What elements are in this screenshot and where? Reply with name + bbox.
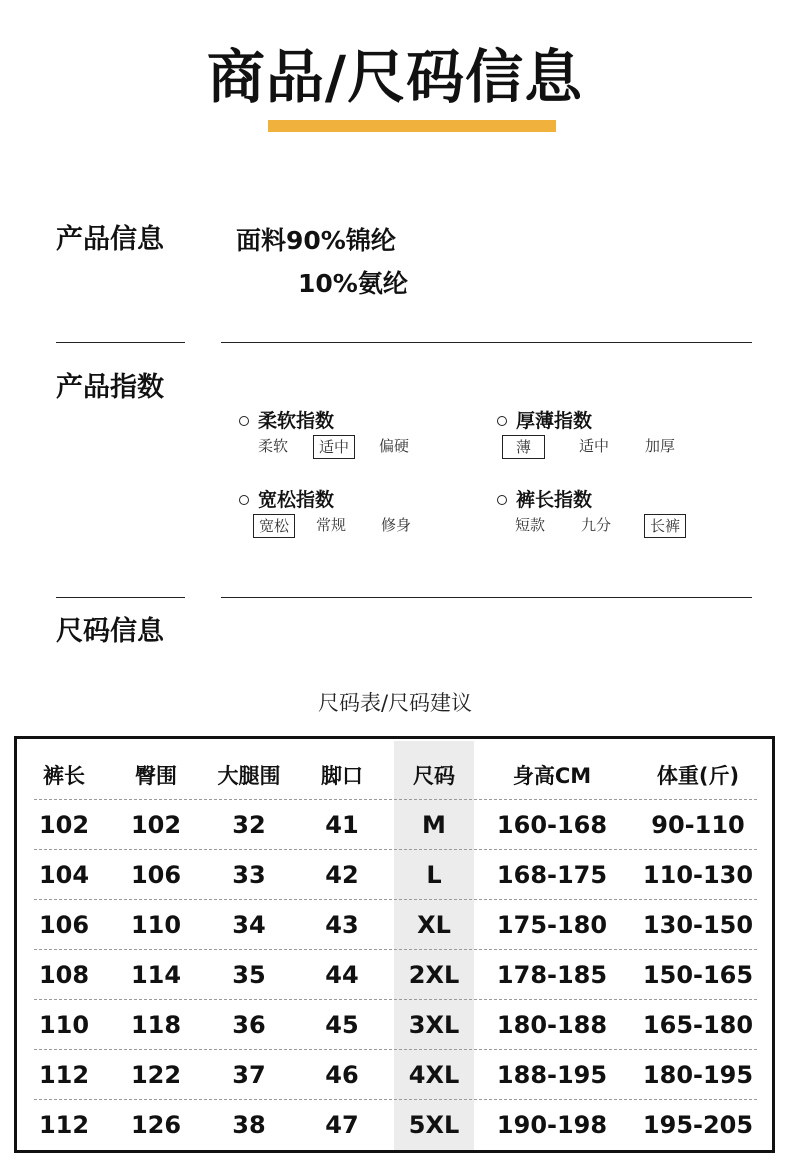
index-option-selected: 适中 [313,435,355,459]
table-header-cell: 体重(斤) [656,764,740,788]
index-title: 宽松指数 [258,489,335,511]
row-separator [34,999,757,1000]
index-option: 适中 [579,437,610,455]
fabric-line-2: 10%氨纶 [298,269,408,298]
circle-bullet-icon [239,495,249,505]
table-cell: 90-110 [651,811,745,839]
index-option: 修身 [381,516,412,534]
index-option: 柔软 [258,437,289,455]
row-separator [34,1099,757,1100]
table-header-cell: 尺码 [413,764,455,788]
table-cell: 104 [38,861,90,889]
table-cell: 168-175 [496,861,608,889]
table-header-cell: 身高CM [512,764,592,788]
index-group-thickness [497,408,747,478]
table-cell: 130-150 [642,911,754,939]
table-cell: 102 [38,811,90,839]
table-cell: 5XL [408,1111,460,1139]
table-cell: 180-188 [496,1011,608,1039]
circle-bullet-icon [239,416,249,426]
title-underline [268,120,556,132]
table-header-cell: 脚口 [321,764,363,788]
index-option-selected: 长裤 [644,514,686,538]
table-cell: 118 [130,1011,182,1039]
index-title: 厚薄指数 [516,410,593,432]
row-separator [34,949,757,950]
index-group-softness [239,408,489,478]
circle-bullet-icon [497,495,507,505]
table-cell: 102 [130,811,182,839]
table-cell: 112 [38,1061,90,1089]
table-cell: 3XL [408,1011,460,1039]
table-cell: 41 [325,811,359,839]
index-option-selected: 薄 [502,435,545,459]
table-cell: 160-168 [496,811,608,839]
product-index-label: 产品指数 [56,372,164,403]
table-cell: 126 [130,1111,182,1139]
table-cell: 188-195 [496,1061,608,1089]
index-option: 加厚 [645,437,676,455]
table-cell: 195-205 [642,1111,754,1139]
product-info-label: 产品信息 [56,224,164,255]
index-option: 九分 [581,516,612,534]
table-cell: 122 [130,1061,182,1089]
table-cell: 35 [232,961,266,989]
table-cell: 46 [325,1061,359,1089]
table-header-cell: 裤长 [43,764,85,788]
size-table-caption: 尺码表/尺码建议 [317,691,473,715]
table-cell: 42 [325,861,359,889]
table-cell: 44 [325,961,359,989]
table-header-cell: 臀围 [135,764,177,788]
table-cell: 180-195 [642,1061,754,1089]
index-title: 柔软指数 [258,410,335,432]
section-divider-short [56,597,185,598]
page-title: 商品/尺码信息 [206,43,584,111]
row-separator [34,799,757,800]
table-cell: 33 [232,861,266,889]
section-divider-short [56,342,185,343]
table-cell: 150-165 [642,961,754,989]
table-cell: 175-180 [496,911,608,939]
index-option: 偏硬 [379,437,410,455]
index-option-selected: 宽松 [253,514,295,538]
index-option: 常规 [316,516,347,534]
table-cell: 110 [38,1011,90,1039]
index-group-looseness [239,487,489,557]
index-group-length [497,487,747,557]
table-cell: 106 [38,911,90,939]
index-option: 短款 [515,516,546,534]
table-cell: 45 [325,1011,359,1039]
circle-bullet-icon [497,416,507,426]
table-cell: 110 [130,911,182,939]
table-cell: 110-130 [642,861,754,889]
table-cell: 190-198 [496,1111,608,1139]
table-cell: 32 [232,811,266,839]
row-separator [34,1049,757,1050]
section-divider-long [221,342,752,343]
table-cell: 165-180 [642,1011,754,1039]
section-divider-long [221,597,752,598]
table-cell: XL [417,911,451,939]
index-title: 裤长指数 [516,489,593,511]
fabric-line-1: 面料90%锦纶 [236,226,396,255]
size-info-label: 尺码信息 [56,616,164,647]
row-separator [34,899,757,900]
table-cell: 37 [232,1061,266,1089]
row-separator [34,849,757,850]
table-header-cell: 大腿围 [217,764,281,788]
table-cell: L [426,861,442,889]
table-cell: 38 [232,1111,266,1139]
table-cell: 106 [130,861,182,889]
table-cell: 178-185 [496,961,608,989]
table-cell: 43 [325,911,359,939]
table-cell: M [422,811,446,839]
table-cell: 4XL [408,1061,460,1089]
table-cell: 114 [130,961,182,989]
table-cell: 2XL [408,961,460,989]
table-cell: 112 [38,1111,90,1139]
table-cell: 36 [232,1011,266,1039]
table-cell: 34 [232,911,266,939]
table-cell: 108 [38,961,90,989]
table-cell: 47 [325,1111,359,1139]
